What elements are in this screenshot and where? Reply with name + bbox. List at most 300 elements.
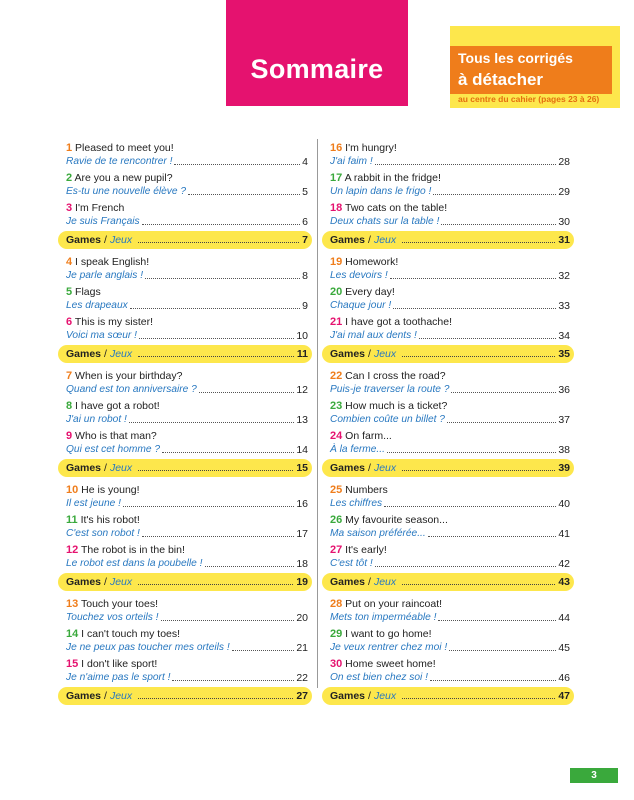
lesson-title-en: I speak English! bbox=[75, 256, 150, 268]
lesson-page-number: 18 bbox=[296, 558, 308, 570]
games-row bbox=[58, 345, 312, 363]
lesson-title-fr: Les devoirs ! bbox=[330, 270, 388, 281]
toc-entry bbox=[58, 201, 312, 229]
lesson-number: 1 bbox=[66, 142, 73, 154]
lesson-title-line bbox=[66, 141, 308, 155]
dot-leader bbox=[375, 566, 557, 567]
lesson-title-fr: J'ai un robot ! bbox=[66, 414, 127, 425]
lesson-page-number: 10 bbox=[296, 330, 308, 342]
games-page-number: 19 bbox=[296, 576, 308, 588]
lesson-title-line bbox=[330, 483, 570, 497]
jeux-label: Jeux bbox=[109, 576, 133, 588]
lesson-subtitle-line bbox=[330, 185, 570, 199]
lesson-subtitle-line bbox=[66, 641, 308, 655]
lesson-number: 30 bbox=[330, 658, 343, 670]
games-label: Games bbox=[66, 690, 102, 702]
lesson-title-en: It's early! bbox=[345, 544, 387, 556]
lesson-title-line bbox=[330, 597, 570, 611]
lesson-number: 9 bbox=[66, 430, 73, 442]
jeux-label: Jeux bbox=[109, 462, 133, 474]
jeux-label: Jeux bbox=[373, 462, 397, 474]
games-label: Games bbox=[66, 348, 102, 360]
toc-entry bbox=[322, 597, 574, 625]
lesson-title-en: This is my sister! bbox=[74, 316, 154, 328]
toc-entry bbox=[58, 513, 312, 541]
games-separator: / bbox=[104, 576, 107, 588]
dot-leader bbox=[199, 392, 294, 393]
games-row bbox=[322, 459, 574, 477]
lesson-number: 14 bbox=[66, 628, 79, 640]
lesson-title-fr: Je veux rentrer chez moi ! bbox=[330, 642, 448, 653]
lesson-title-en: I'm French bbox=[75, 202, 125, 214]
lesson-subtitle-line bbox=[66, 185, 308, 199]
games-page-number: 47 bbox=[558, 690, 570, 702]
lesson-page-number: 38 bbox=[558, 444, 570, 456]
lesson-title-line bbox=[330, 141, 570, 155]
lesson-title-line bbox=[66, 429, 308, 443]
dot-leader bbox=[402, 580, 555, 585]
jeux-label: Jeux bbox=[109, 348, 133, 360]
lesson-page-number: 42 bbox=[558, 558, 570, 570]
dot-leader bbox=[447, 422, 556, 423]
lesson-title-en: On farm... bbox=[345, 430, 392, 442]
lesson-number: 20 bbox=[330, 286, 343, 298]
lesson-number: 11 bbox=[66, 514, 78, 526]
toc-entry bbox=[322, 429, 574, 457]
games-row bbox=[322, 345, 574, 363]
toc-entry bbox=[58, 597, 312, 625]
lesson-title-fr: Combien coûte un billet ? bbox=[330, 414, 445, 425]
toc-entry bbox=[322, 285, 574, 313]
lesson-number: 28 bbox=[330, 598, 343, 610]
toc-entry bbox=[58, 483, 312, 511]
toc-entry bbox=[322, 255, 574, 283]
lesson-page-number: 21 bbox=[296, 642, 308, 654]
lesson-title-line bbox=[330, 513, 570, 527]
corriges-line-2: à détacher bbox=[458, 70, 544, 89]
lesson-page-number: 4 bbox=[302, 156, 308, 168]
lesson-number: 23 bbox=[330, 400, 343, 412]
contents-column-left bbox=[58, 141, 312, 711]
games-row bbox=[58, 459, 312, 477]
dot-leader bbox=[138, 238, 299, 243]
games-row bbox=[322, 573, 574, 591]
lesson-subtitle-line bbox=[330, 269, 570, 283]
toc-entry bbox=[58, 285, 312, 313]
dot-leader bbox=[172, 680, 294, 681]
lesson-title-line bbox=[66, 201, 308, 215]
games-label: Games bbox=[330, 690, 366, 702]
lesson-title-fr: Ravie de te rencontrer ! bbox=[66, 156, 173, 167]
lesson-page-number: 20 bbox=[296, 612, 308, 624]
lesson-title-line bbox=[330, 657, 570, 671]
games-separator: / bbox=[368, 234, 371, 246]
dot-leader bbox=[438, 620, 556, 621]
lesson-number: 3 bbox=[66, 202, 73, 214]
toc-entry bbox=[58, 543, 312, 571]
lesson-page-number: 46 bbox=[558, 672, 570, 684]
lesson-number: 18 bbox=[330, 202, 343, 214]
lesson-title-line bbox=[330, 627, 570, 641]
dot-leader bbox=[384, 506, 556, 507]
lesson-title-line bbox=[66, 543, 308, 557]
lesson-title-en: Touch your toes! bbox=[80, 598, 159, 610]
dot-leader bbox=[232, 650, 295, 651]
lesson-title-line bbox=[66, 483, 308, 497]
dot-leader bbox=[375, 164, 557, 165]
toc-entry bbox=[58, 369, 312, 397]
lesson-page-number: 41 bbox=[558, 528, 570, 540]
lesson-number: 13 bbox=[66, 598, 79, 610]
games-separator: / bbox=[104, 348, 107, 360]
games-separator: / bbox=[368, 348, 371, 360]
lesson-subtitle-line bbox=[330, 557, 570, 571]
title-banner bbox=[226, 0, 408, 106]
jeux-label: Jeux bbox=[109, 690, 133, 702]
games-page-number: 43 bbox=[558, 576, 570, 588]
lesson-subtitle-line bbox=[330, 671, 570, 685]
lesson-title-fr: Voici ma sœur ! bbox=[66, 330, 137, 341]
dot-leader bbox=[441, 224, 556, 225]
lesson-number: 22 bbox=[330, 370, 343, 382]
games-label: Games bbox=[330, 462, 366, 474]
lesson-page-number: 9 bbox=[302, 300, 308, 312]
lesson-title-fr: Chaque jour ! bbox=[330, 300, 392, 311]
lesson-number: 29 bbox=[330, 628, 343, 640]
dot-leader bbox=[142, 536, 294, 537]
lesson-title-en: Homework! bbox=[345, 256, 399, 268]
jeux-label: Jeux bbox=[373, 576, 397, 588]
corriges-line-1: Tous les corrigés bbox=[458, 50, 573, 66]
toc-entry bbox=[322, 399, 574, 427]
lesson-title-fr: Deux chats sur la table ! bbox=[330, 216, 440, 227]
dot-leader bbox=[138, 580, 293, 585]
games-separator: / bbox=[368, 690, 371, 702]
dot-leader bbox=[188, 194, 300, 195]
lesson-title-en: He is young! bbox=[81, 484, 140, 496]
dot-leader bbox=[402, 238, 555, 243]
games-label: Games bbox=[66, 576, 102, 588]
lesson-title-en: Every day! bbox=[345, 286, 395, 298]
dot-leader bbox=[205, 566, 295, 567]
lesson-title-line bbox=[66, 657, 308, 671]
corriges-line-3: au centre du cahier (pages 23 à 26) bbox=[458, 94, 600, 104]
games-label: Games bbox=[66, 234, 102, 246]
toc-entry bbox=[322, 483, 574, 511]
lesson-page-number: 37 bbox=[558, 414, 570, 426]
lesson-page-number: 17 bbox=[296, 528, 308, 540]
lesson-subtitle-line bbox=[330, 443, 570, 457]
lesson-title-fr: Quand est ton anniversaire ? bbox=[66, 384, 197, 395]
lesson-title-fr: C'est son robot ! bbox=[66, 528, 140, 539]
games-row bbox=[58, 687, 312, 705]
games-separator: / bbox=[104, 234, 107, 246]
dot-leader bbox=[161, 620, 295, 621]
lesson-subtitle-line bbox=[66, 611, 308, 625]
lesson-subtitle-line bbox=[330, 527, 570, 541]
lesson-subtitle-line bbox=[66, 497, 308, 511]
toc-entry bbox=[58, 141, 312, 169]
lesson-title-fr: On est bien chez soi ! bbox=[330, 672, 428, 683]
lesson-title-en: Are you a new pupil? bbox=[74, 172, 173, 184]
lesson-page-number: 33 bbox=[558, 300, 570, 312]
games-page-number: 7 bbox=[302, 234, 308, 246]
lesson-page-number: 36 bbox=[558, 384, 570, 396]
lesson-title-line bbox=[66, 171, 308, 185]
dot-leader bbox=[123, 506, 294, 507]
lesson-subtitle-line bbox=[330, 383, 570, 397]
lesson-title-fr: Qui est cet homme ? bbox=[66, 444, 160, 455]
dot-leader bbox=[433, 194, 556, 195]
lesson-number: 16 bbox=[330, 142, 343, 154]
toc-entry bbox=[58, 429, 312, 457]
dot-leader bbox=[138, 466, 293, 471]
toc-entry bbox=[322, 369, 574, 397]
games-label: Games bbox=[330, 576, 366, 588]
lesson-title-line bbox=[66, 315, 308, 329]
toc-entry bbox=[322, 513, 574, 541]
lesson-title-line bbox=[330, 315, 570, 329]
toc-entry bbox=[58, 399, 312, 427]
dot-leader bbox=[138, 352, 294, 357]
lesson-page-number: 32 bbox=[558, 270, 570, 282]
games-page-number: 31 bbox=[558, 234, 570, 246]
dot-leader bbox=[419, 338, 556, 339]
lesson-title-en: My favourite season... bbox=[345, 514, 448, 526]
lesson-title-fr: Je suis Français bbox=[66, 216, 140, 227]
lesson-title-fr: Il est jeune ! bbox=[66, 498, 121, 509]
lesson-title-en: Two cats on the table! bbox=[344, 202, 448, 214]
lesson-subtitle-line bbox=[66, 155, 308, 169]
lesson-title-en: Who is that man? bbox=[75, 430, 157, 442]
lesson-title-en: I don't like sport! bbox=[81, 658, 158, 670]
lesson-title-fr: Le robot est dans la poubelle ! bbox=[66, 558, 203, 569]
lesson-subtitle-line bbox=[330, 215, 570, 229]
lesson-title-en: I have got a toothache! bbox=[345, 316, 453, 328]
toc-entry bbox=[58, 315, 312, 343]
toc-entry bbox=[322, 141, 574, 169]
lesson-title-line bbox=[330, 543, 570, 557]
lesson-title-en: Numbers bbox=[345, 484, 388, 496]
lesson-title-fr: Les chiffres bbox=[330, 498, 383, 509]
lesson-title-en: I can't touch my toes! bbox=[81, 628, 181, 640]
games-row bbox=[58, 573, 312, 591]
dot-leader bbox=[129, 422, 294, 423]
lesson-title-en: A rabbit in the fridge! bbox=[344, 172, 441, 184]
lesson-number: 10 bbox=[66, 484, 79, 496]
column-divider bbox=[317, 139, 318, 688]
lesson-number: 8 bbox=[66, 400, 73, 412]
lesson-number: 7 bbox=[66, 370, 73, 382]
lesson-title-en: Flags bbox=[75, 286, 101, 298]
lesson-page-number: 12 bbox=[296, 384, 308, 396]
lesson-number: 2 bbox=[66, 172, 73, 184]
toc-entry bbox=[322, 171, 574, 199]
lesson-title-en: I have got a robot! bbox=[75, 400, 160, 412]
lesson-page-number: 8 bbox=[302, 270, 308, 282]
lesson-page-number: 6 bbox=[302, 216, 308, 228]
lesson-title-line bbox=[330, 429, 570, 443]
lesson-subtitle-line bbox=[330, 155, 570, 169]
dot-leader bbox=[162, 452, 294, 453]
dot-leader bbox=[428, 536, 557, 537]
dot-leader bbox=[142, 224, 301, 225]
games-label: Games bbox=[330, 234, 366, 246]
lesson-subtitle-line bbox=[330, 641, 570, 655]
lesson-subtitle-line bbox=[330, 413, 570, 427]
dot-leader bbox=[402, 694, 555, 699]
games-page-number: 15 bbox=[296, 462, 308, 474]
lesson-title-line bbox=[330, 201, 570, 215]
lesson-title-en: When is your birthday? bbox=[75, 370, 183, 382]
dot-leader bbox=[145, 278, 300, 279]
lesson-title-line bbox=[66, 597, 308, 611]
lesson-title-en: Pleased to meet you! bbox=[75, 142, 174, 154]
lesson-title-fr: Ma saison préférée... bbox=[330, 528, 426, 539]
lesson-number: 21 bbox=[330, 316, 343, 328]
lesson-title-en: I want to go home! bbox=[345, 628, 432, 640]
jeux-label: Jeux bbox=[373, 234, 397, 246]
games-page-number: 11 bbox=[296, 348, 308, 360]
lesson-page-number: 45 bbox=[558, 642, 570, 654]
lesson-subtitle-line bbox=[330, 329, 570, 343]
lesson-subtitle-line bbox=[66, 527, 308, 541]
games-row bbox=[58, 231, 312, 249]
lesson-title-en: Can I cross the road? bbox=[345, 370, 446, 382]
jeux-label: Jeux bbox=[109, 234, 133, 246]
lesson-subtitle-line bbox=[66, 299, 308, 313]
lesson-title-en: Put on your raincoat! bbox=[345, 598, 443, 610]
lesson-title-line bbox=[66, 369, 308, 383]
toc-entry bbox=[58, 657, 312, 685]
lesson-subtitle-line bbox=[330, 497, 570, 511]
lesson-title-fr: Mets ton imperméable ! bbox=[330, 612, 437, 623]
page-title: Sommaire bbox=[250, 54, 384, 84]
toc-entry bbox=[322, 657, 574, 685]
games-separator: / bbox=[368, 576, 371, 588]
lesson-number: 15 bbox=[66, 658, 79, 670]
games-row bbox=[322, 231, 574, 249]
dot-leader bbox=[402, 466, 555, 471]
lesson-number: 12 bbox=[66, 544, 79, 556]
lesson-subtitle-line bbox=[330, 611, 570, 625]
toc-entry bbox=[322, 201, 574, 229]
games-page-number: 27 bbox=[296, 690, 308, 702]
toc-entry bbox=[322, 315, 574, 343]
lesson-page-number: 5 bbox=[302, 186, 308, 198]
dot-leader bbox=[139, 338, 294, 339]
lesson-subtitle-line bbox=[66, 329, 308, 343]
page-number: 3 bbox=[570, 768, 618, 783]
lesson-title-fr: À la ferme... bbox=[330, 444, 385, 455]
lesson-title-line bbox=[330, 255, 570, 269]
lesson-title-en: I'm hungry! bbox=[345, 142, 397, 154]
dot-leader bbox=[174, 164, 300, 165]
lesson-title-fr: Un lapin dans le frigo ! bbox=[330, 186, 432, 197]
lesson-page-number: 44 bbox=[558, 612, 570, 624]
dot-leader bbox=[130, 308, 300, 309]
lesson-number: 19 bbox=[330, 256, 343, 268]
jeux-label: Jeux bbox=[373, 690, 397, 702]
lesson-title-fr: Je n'aime pas le sport ! bbox=[66, 672, 171, 683]
lesson-title-en: How much is a ticket? bbox=[345, 400, 448, 412]
lesson-title-line bbox=[330, 369, 570, 383]
lesson-title-line bbox=[330, 399, 570, 413]
games-page-number: 35 bbox=[558, 348, 570, 360]
dot-leader bbox=[449, 650, 556, 651]
lesson-page-number: 28 bbox=[558, 156, 570, 168]
lesson-page-number: 13 bbox=[296, 414, 308, 426]
lesson-title-en: It's his robot! bbox=[80, 514, 140, 526]
dot-leader bbox=[451, 392, 556, 393]
dot-leader bbox=[402, 352, 555, 357]
lesson-subtitle-line bbox=[66, 557, 308, 571]
lesson-page-number: 14 bbox=[296, 444, 308, 456]
lesson-number: 4 bbox=[66, 256, 73, 268]
lesson-subtitle-line bbox=[66, 383, 308, 397]
corriges-box bbox=[450, 26, 620, 108]
lesson-title-en: The robot is in the bin! bbox=[80, 544, 185, 556]
lesson-title-fr: Je ne peux pas toucher mes orteils ! bbox=[66, 642, 230, 653]
lesson-page-number: 30 bbox=[558, 216, 570, 228]
games-separator: / bbox=[368, 462, 371, 474]
dot-leader bbox=[393, 308, 556, 309]
toc-entry bbox=[322, 543, 574, 571]
lesson-number: 27 bbox=[330, 544, 343, 556]
games-label: Games bbox=[66, 462, 102, 474]
lesson-title-fr: J'ai mal aux dents ! bbox=[330, 330, 417, 341]
games-page-number: 39 bbox=[558, 462, 570, 474]
lesson-title-line bbox=[330, 171, 570, 185]
lesson-number: 24 bbox=[330, 430, 343, 442]
toc-entry bbox=[58, 627, 312, 655]
lesson-subtitle-line bbox=[330, 299, 570, 313]
lesson-title-en: Home sweet home! bbox=[345, 658, 436, 670]
toc-entry bbox=[322, 627, 574, 655]
dot-leader bbox=[430, 680, 556, 681]
lesson-title-line bbox=[330, 285, 570, 299]
lesson-subtitle-line bbox=[66, 443, 308, 457]
lesson-number: 25 bbox=[330, 484, 343, 496]
lesson-title-fr: Les drapeaux bbox=[66, 300, 128, 311]
dot-leader bbox=[390, 278, 557, 279]
games-separator: / bbox=[104, 690, 107, 702]
lesson-page-number: 40 bbox=[558, 498, 570, 510]
lesson-subtitle-line bbox=[66, 413, 308, 427]
lesson-page-number: 29 bbox=[558, 186, 570, 198]
lesson-title-fr: J'ai faim ! bbox=[330, 156, 373, 167]
lesson-subtitle-line bbox=[66, 269, 308, 283]
contents-column-right bbox=[322, 141, 574, 711]
toc-entry bbox=[58, 255, 312, 283]
lesson-title-fr: Touchez vos orteils ! bbox=[66, 612, 159, 623]
lesson-subtitle-line bbox=[66, 671, 308, 685]
lesson-title-fr: Es-tu une nouvelle élève ? bbox=[66, 186, 187, 197]
lesson-page-number: 22 bbox=[296, 672, 308, 684]
toc-entry bbox=[58, 171, 312, 199]
lesson-page-number: 34 bbox=[558, 330, 570, 342]
lesson-number: 17 bbox=[330, 172, 343, 184]
lesson-title-line bbox=[66, 627, 308, 641]
lesson-number: 26 bbox=[330, 514, 343, 526]
lesson-title-line bbox=[66, 513, 308, 527]
dot-leader bbox=[387, 452, 556, 453]
games-separator: / bbox=[104, 462, 107, 474]
games-row bbox=[322, 687, 574, 705]
dot-leader bbox=[138, 694, 293, 699]
lesson-subtitle-line bbox=[66, 215, 308, 229]
jeux-label: Jeux bbox=[373, 348, 397, 360]
